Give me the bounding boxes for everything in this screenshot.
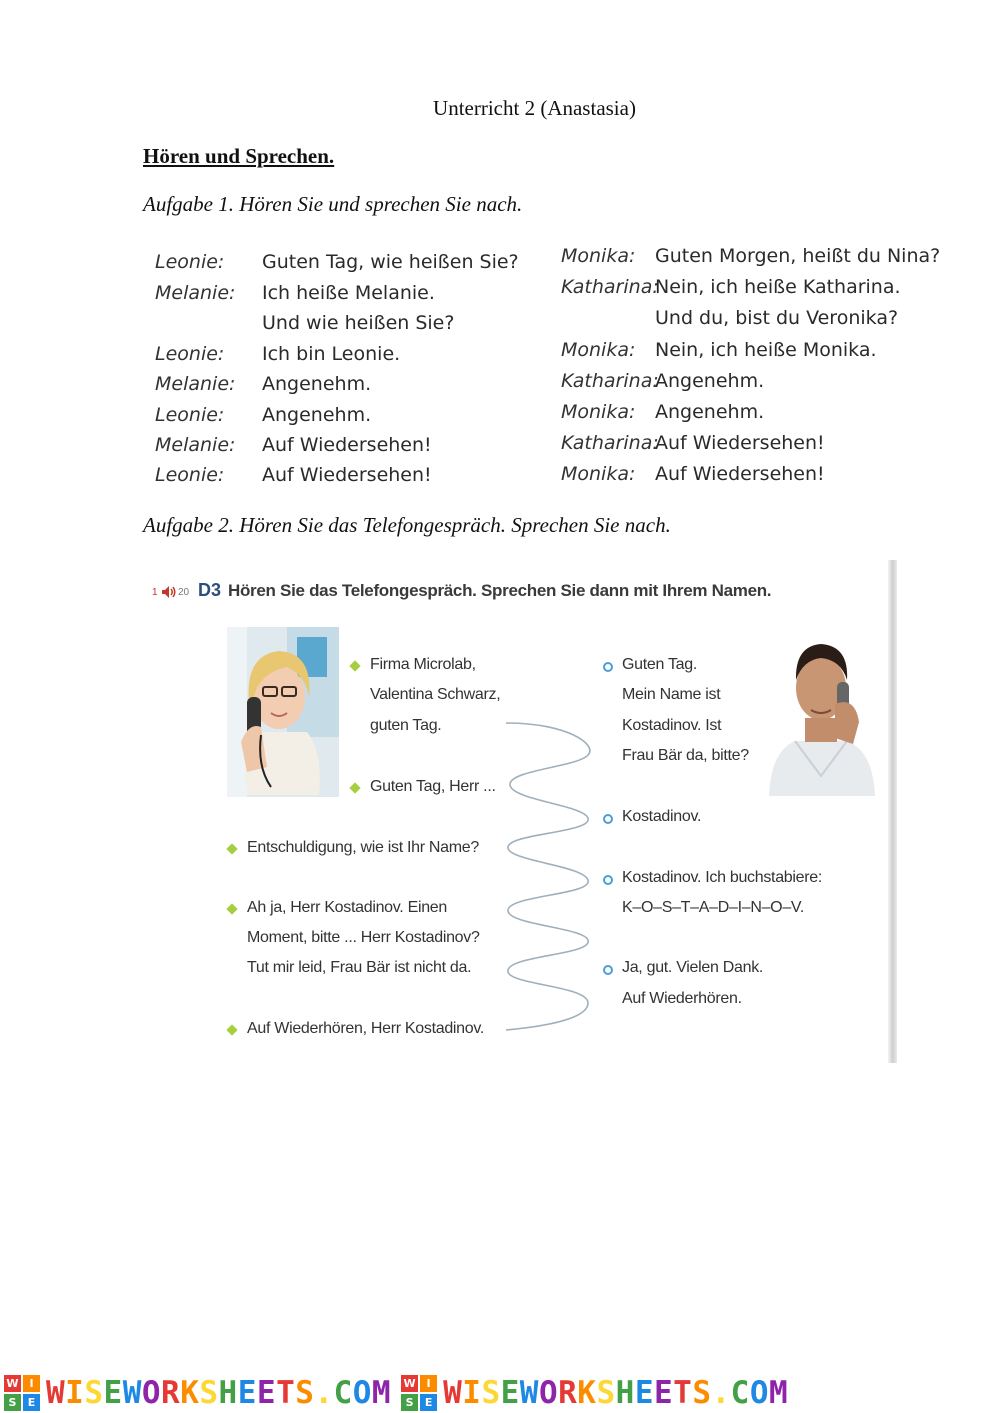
bullet-circle-icon	[603, 875, 613, 885]
task-1-instruction: Aufgabe 1. Hören Sie und sprechen Sie nach.	[143, 192, 523, 216]
right-line: Ja, gut. Vielen Dank.	[622, 959, 764, 976]
watermark-unit	[401, 1375, 788, 1411]
dialog-line: Angenehm.	[262, 373, 372, 395]
dialog-line: Angenehm.	[262, 404, 372, 426]
speaker: Leonie:	[155, 464, 225, 486]
speaker: Monika:	[561, 463, 636, 485]
left-line: Auf Wiederhören, Herr Kostadinov.	[247, 1020, 485, 1037]
right-line: Kostadinov.	[622, 808, 702, 825]
dialog-line: Angenehm.	[655, 401, 765, 423]
right-line: Kostadinov. Ist	[622, 717, 722, 734]
left-line: Valentina Schwarz,	[370, 686, 501, 703]
right-line: Guten Tag.	[622, 656, 697, 673]
track-id: 20	[178, 587, 190, 598]
speaker: Katharina:	[561, 370, 659, 392]
page-title: Unterricht 2 (Anastasia)	[433, 96, 636, 120]
audio-speaker-icon	[161, 585, 176, 599]
task-2-instruction: Aufgabe 2. Hören Sie das Telefongespräch. Sprechen Sie nach.	[143, 513, 671, 537]
woman-on-phone-photo	[227, 627, 339, 797]
dialog-line: Nein, ich heiße Monika.	[655, 339, 877, 361]
speaker: Katharina:	[561, 432, 659, 454]
dialog-line: Ich bin Leonie.	[262, 343, 401, 365]
speaker: Melanie:	[155, 282, 236, 304]
speaker: Monika:	[561, 401, 636, 423]
right-line: Kostadinov. Ich buchstabiere:	[622, 869, 823, 886]
wiseworksheets-logo-icon: W I S E	[4, 1375, 40, 1411]
right-line: Frau Bär da, bitte?	[622, 747, 749, 764]
dialog-line: Ich heiße Melanie.	[262, 282, 435, 304]
speaker: Monika:	[561, 245, 636, 267]
left-line: Ah ja, Herr Kostadinov. Einen	[247, 899, 448, 916]
left-line: guten Tag.	[370, 717, 442, 734]
dialog-line: Und wie heißen Sie?	[262, 312, 455, 334]
dialog-line: Guten Tag, wie heißen Sie?	[262, 251, 519, 273]
left-line: Entschuldigung, wie ist Ihr Name?	[247, 839, 479, 856]
right-line: Auf Wiederhören.	[622, 990, 742, 1007]
dialog-line: Auf Wiedersehen!	[655, 432, 825, 454]
watermark-footer	[0, 1372, 1000, 1413]
speaker: Leonie:	[155, 343, 225, 365]
dialog-line: Auf Wiedersehen!	[262, 464, 432, 486]
man-on-phone-photo	[765, 626, 877, 796]
page-edge-shadow	[888, 560, 897, 1063]
left-line: Firma Microlab,	[370, 656, 476, 673]
right-line: Mein Name ist	[622, 686, 721, 703]
left-line: Tut mir leid, Frau Bär ist nicht da.	[247, 959, 472, 976]
dialog-line: Auf Wiedersehen!	[262, 434, 432, 456]
bullet-circle-icon	[603, 662, 613, 672]
speaker: Leonie:	[155, 404, 225, 426]
watermark-unit	[4, 1375, 391, 1411]
speaker: Melanie:	[155, 434, 236, 456]
right-line: K–O–S–T–A–D–I–N–O–V.	[622, 899, 804, 916]
watermark-text: WISEWORKSHEETS.COM	[46, 1374, 392, 1411]
dialog-line: Und du, bist du Veronika?	[655, 307, 899, 329]
section-heading: Hören und Sprechen.	[143, 144, 335, 168]
watermark-text: WISEWORKSHEETS.COM	[443, 1374, 789, 1411]
track-number: 1	[152, 587, 158, 598]
exercise-label: D3	[198, 580, 222, 600]
speaker: Katharina:	[561, 276, 659, 298]
dialog-line: Auf Wiedersehen!	[655, 463, 825, 485]
textbook-instruction: Hören Sie das Telefongespräch. Sprechen Sie dann mit Ihrem Namen.	[228, 581, 772, 600]
bullet-circle-icon	[603, 965, 613, 975]
wiseworksheets-logo-icon: W I S E	[401, 1375, 437, 1411]
speaker: Leonie:	[155, 251, 225, 273]
bullet-circle-icon	[603, 814, 613, 824]
dialog-line: Nein, ich heiße Katharina.	[655, 276, 901, 298]
speaker: Melanie:	[155, 373, 236, 395]
speaker: Monika:	[561, 339, 636, 361]
left-line: Guten Tag, Herr ...	[370, 778, 496, 795]
dialog-line: Angenehm.	[655, 370, 765, 392]
dialog-line: Guten Morgen, heißt du Nina?	[655, 245, 941, 267]
left-line: Moment, bitte ... Herr Kostadinov?	[247, 929, 480, 946]
wavy-connector-line	[498, 715, 598, 1035]
